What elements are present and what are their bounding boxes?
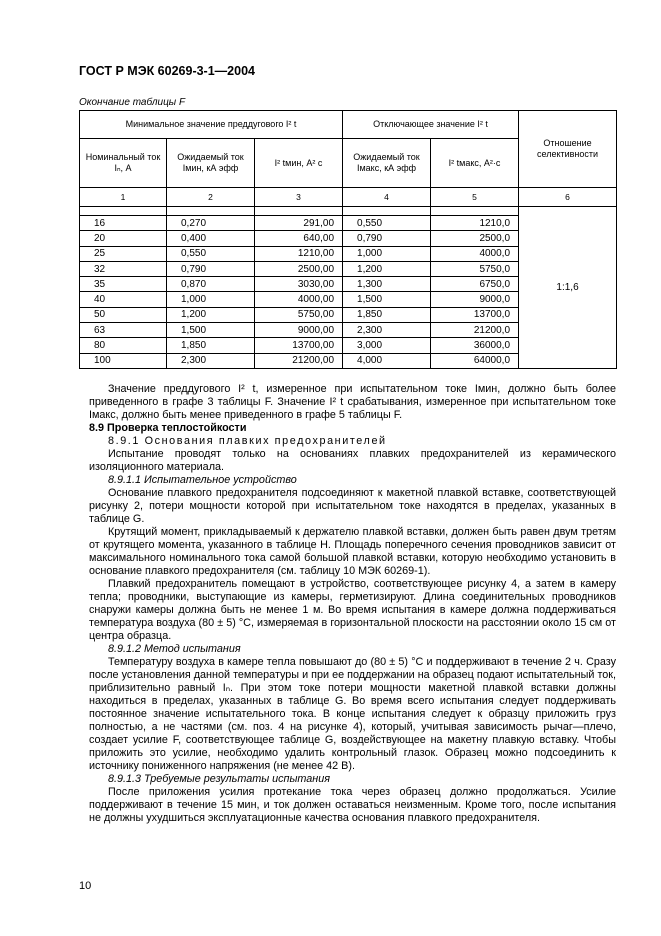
subsection-heading: 8.9.1 Основания плавких предохранителей [108, 435, 387, 447]
header-group-preddugovoy: Минимальное значение преддугового I² t [80, 111, 343, 139]
cell: 32 [80, 261, 167, 276]
cell: 13700,00 [255, 338, 343, 353]
cell: 1,850 [343, 307, 431, 322]
table-caption: Окончание таблицы F [79, 97, 186, 108]
cell: 4000,0 [431, 246, 519, 261]
cell: 9000,0 [431, 292, 519, 307]
cell: 0,400 [167, 231, 255, 246]
document-id: ГОСТ Р МЭК 60269-3-1—2004 [79, 64, 255, 78]
cell: 1,500 [167, 323, 255, 338]
header-group-otklyuchayushchee: Отключающее значение I² t [343, 111, 519, 139]
subsection-heading: 8.9.1.2 Метод испытания [108, 643, 241, 655]
body-text [89, 383, 616, 825]
cell: 21200,0 [431, 323, 519, 338]
col-number: 6 [519, 188, 617, 207]
cell: 5750,00 [255, 307, 343, 322]
cell: 40 [80, 292, 167, 307]
cell: 1,000 [167, 292, 255, 307]
header-expected-current-min: Ожидаемый ток Iмин, кА эфф [167, 139, 255, 188]
header-rated-current: Номинальный ток Iₙ, А [80, 139, 167, 188]
cell: 640,00 [255, 231, 343, 246]
header-i2t-min: I² tмин, А² с [255, 139, 343, 188]
cell: 50 [80, 307, 167, 322]
cell: 2,300 [167, 353, 255, 368]
header-expected-current-max: Ожидаемый ток Iмакс, кА эфф [343, 139, 431, 188]
paragraph: Плавкий предохранитель помещают в устройство, соответствующее рисунку 4, а затем в камеру тепла; проводники, выступающие из камеры, герметизируют. Длина соединительных проводников снаружи камеры должна быть не менее 1 м. Во время испытания в камере должна поддерживаться температура воздуха (80 ± 5) °С, измеряемая в горизонтальной плоскости на расстоянии около 15 см от центра образца. [89, 578, 616, 642]
cell: 291,00 [255, 216, 343, 231]
paragraph: Испытание проводят только на основаниях плавких предохранителей из керамического изоляционного материала. [89, 448, 616, 473]
subsection-heading: 8.9.1.3 Требуемые результаты испытания [108, 773, 331, 785]
cell: 0,550 [167, 246, 255, 261]
subsection-heading: 8.9.1.1 Испытательное устройство [108, 474, 297, 486]
cell: 0,790 [167, 261, 255, 276]
paragraph: Основание плавкого предохранителя подсоединяют к макетной плавкой вставке, соответствующей рисунку 2, потери мощности которой при испытательном токе находятся в пределах, указанных в таблице G. [89, 487, 616, 525]
cell: 35 [80, 277, 167, 292]
cell: 36000,0 [431, 338, 519, 353]
cell: 64000,0 [431, 353, 519, 368]
cell: 1210,0 [431, 216, 519, 231]
cell: 21200,00 [255, 353, 343, 368]
cell: 9000,00 [255, 323, 343, 338]
paragraph: Значение преддугового I² t, измеренное при испытательном токе Iмин, должно быть более приведенного в графе 3 таблицы F. Значение I² t срабатывания, измеренное при испытательном токе Iмакс, должно быть менее приведенного в графе 5 таблицы F. [89, 383, 616, 421]
cell: 2500,0 [431, 231, 519, 246]
cell: 1210,00 [255, 246, 343, 261]
cell: 1,200 [167, 307, 255, 322]
col-number: 4 [343, 188, 431, 207]
paragraph: Температуру воздуха в камере тепла повышают до (80 ± 5) °С и поддерживают в течение 2 ч. Сразу после установления данной температуры и при ее поддержании на образец подают испытательный ток, приблизительно равный Iₙ. При этом токе потери мощности макетной плавкой вставки должны находиться в пределах, указанных в таблице G. Во время всего испытания следует поддерживать постоянное значение испытательного тока. В конце испытания следует к образцу приложить груз полностью, а не частями (см. поз. 4 на рисунке 4), который, учитывая зависимость рычаг—плечо, создает усилие F, соответствующее таблице G, воздействующее на макетну плавкую вставку. Чтобы приложить это усилие, необходимо удалить контрольный глазок. Образец можно подсоединить к источнику пониженного напряжения (не менее 42 В). [89, 656, 616, 772]
cell: 2,300 [343, 323, 431, 338]
header-selectivity: Отношение селективности [519, 111, 617, 188]
cell: 1,850 [167, 338, 255, 353]
cell: 0,870 [167, 277, 255, 292]
cell: 1,200 [343, 261, 431, 276]
cell: 80 [80, 338, 167, 353]
col-number: 1 [80, 188, 167, 207]
cell: 2500,00 [255, 261, 343, 276]
cell: 0,550 [343, 216, 431, 231]
cell: 63 [80, 323, 167, 338]
col-number: 2 [167, 188, 255, 207]
cell: 20 [80, 231, 167, 246]
cell: 25 [80, 246, 167, 261]
cell: 4000,00 [255, 292, 343, 307]
header-i2t-max: I² tмакс, А²·с [431, 139, 519, 188]
cell: 3030,00 [255, 277, 343, 292]
page-number: 10 [79, 880, 92, 892]
col-number: 3 [255, 188, 343, 207]
cell: 13700,0 [431, 307, 519, 322]
cell: 1,500 [343, 292, 431, 307]
cell: 0,270 [167, 216, 255, 231]
selectivity-value: 1:1,6 [519, 207, 617, 369]
cell: 0,790 [343, 231, 431, 246]
cell: 1,000 [343, 246, 431, 261]
cell: 4,000 [343, 353, 431, 368]
cell: 3,000 [343, 338, 431, 353]
section-heading: 8.9 Проверка теплостойкости [89, 422, 247, 434]
paragraph: Крутящий момент, прикладываемый к держателю плавкой вставки, должен быть равен двум третям от крутящего момента, указанного в таблице H. Площадь поперечного сечения проводников зависит от максимального номинального тока самой большой плавкой вставки, которую необходимо установить в основание плавкого предохранителя (см. таблицу 10 МЭК 60269-1). [89, 526, 616, 577]
col-number: 5 [431, 188, 519, 207]
cell: 1,300 [343, 277, 431, 292]
cell: 6750,0 [431, 277, 519, 292]
cell: 16 [80, 216, 167, 231]
cell: 100 [80, 353, 167, 368]
paragraph: После приложения усилия протекание тока через образец должно продолжаться. Усилие поддерживают в течение 15 мин, и ток должен оставаться неизменным. Кроме того, после испытания не должны ухудшиться эксплуатационные качества основания плавкого предохранителя. [89, 786, 616, 824]
table-f [79, 110, 617, 369]
cell: 5750,0 [431, 261, 519, 276]
